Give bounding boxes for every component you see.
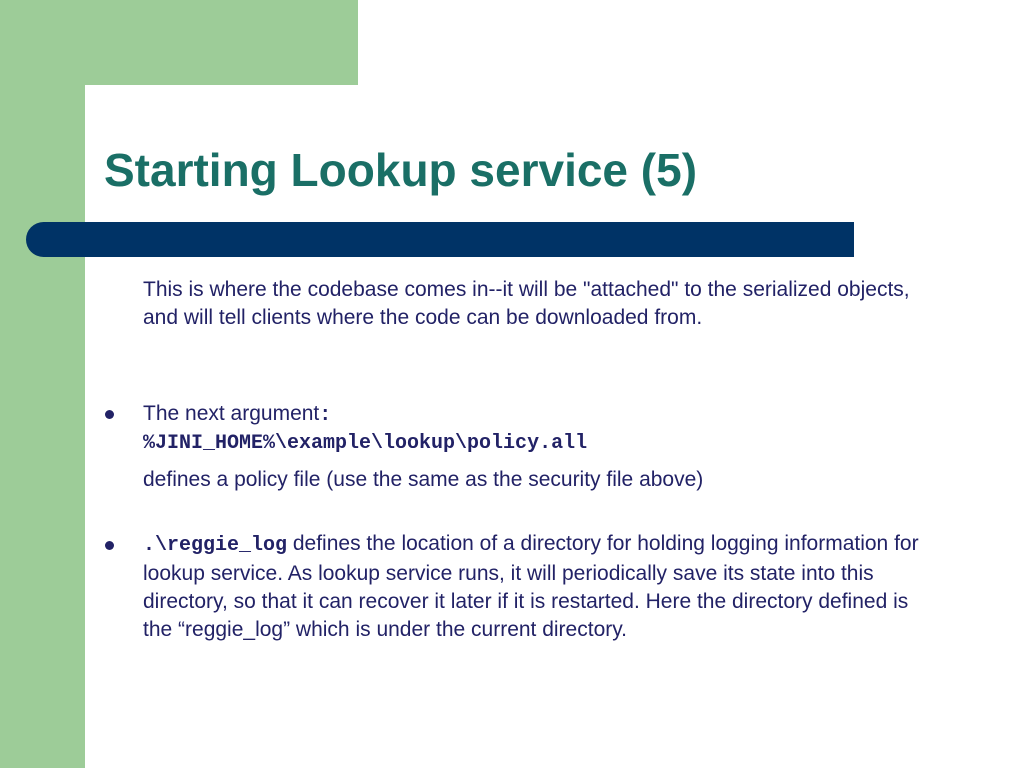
bullet-lead-text: The next argument — [143, 402, 320, 425]
intro-paragraph: This is where the codebase comes in--it will be "attached" to the serialized objects, and will tell clients where the code can be downloaded from. — [143, 278, 910, 329]
title-underline-bar — [26, 222, 854, 257]
reggie-log-description: defines the location of a directory for holding logging information for lookup service. As lookup service runs, it will periodically save its state into this directory, so that it can recover it later if it is restarted. Here the directory defined is the “reggie_log” which is under the current directory. — [143, 532, 919, 641]
top-green-block — [0, 0, 358, 85]
left-green-band — [0, 0, 85, 768]
bullet-item-next-argument — [143, 400, 943, 494]
policy-path-code: %JINI_HOME%\example\lookup\policy.all — [143, 432, 588, 455]
bullet-colon: : — [319, 404, 332, 427]
slide-title: Starting Lookup service (5) — [104, 144, 698, 196]
bullet-dot — [105, 410, 114, 419]
bullet-dot — [105, 541, 114, 550]
bullet-line — [143, 400, 943, 430]
reggie-log-code: .\reggie_log — [143, 534, 288, 557]
bullet-follow-text: defines a policy file (use the same as the security file above) — [143, 468, 704, 491]
bullet-item-reggie-log — [143, 530, 943, 644]
